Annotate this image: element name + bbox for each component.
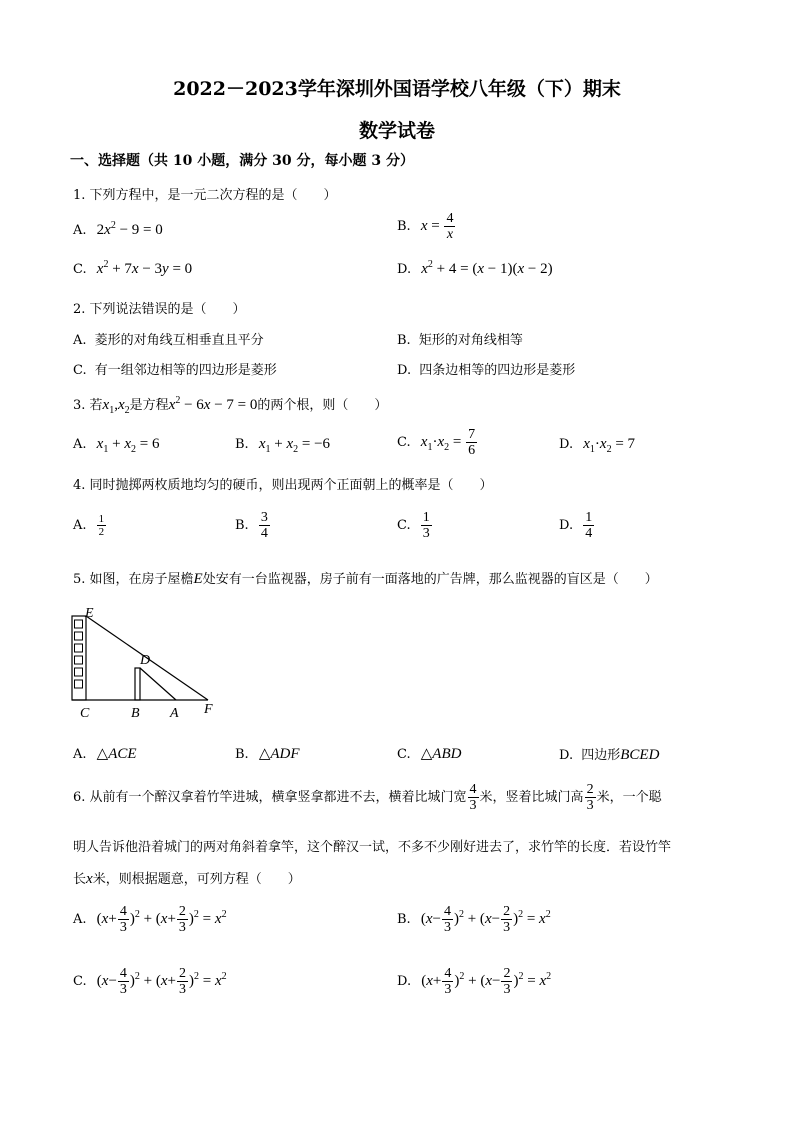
question-1-option-a[interactable]: A. $2x^2 - 9 = 0$: [73, 220, 163, 238]
question-6-option-c[interactable]: C. (x− $\frac{4}{3}$ )$^2$ + (x+ $\frac{2}{3}$ )$^2 = x^2$: [73, 966, 227, 997]
question-5-option-a[interactable]: A. △ACE: [73, 746, 137, 762]
label-b: B: [131, 706, 140, 721]
house-windows: [75, 620, 83, 688]
question-6-option-b[interactable]: B. (x− $\frac{4}{3}$ )$^2$ + (x− $\frac{2}{3}$ )$^2 = x^2$: [397, 904, 551, 935]
line-da: [140, 668, 176, 700]
question-4-option-c[interactable]: C. $\frac{1}{3}$: [397, 510, 430, 541]
question-3-option-a[interactable]: A. $x_1 + x_2 = 6$: [73, 436, 160, 455]
question-3-stem: 3. 若$x_1,x_2$是方程$x^2 - 6x - 7 = 0$的两个根，则（ ）: [73, 395, 388, 416]
question-6-line-1: 6. 从前有一个醉汉拿着竹竿进城，横拿竖拿都进不去，横着比城门宽 $\frac{4}{3}$ 米，竖着比城门高 $\frac{2}{3}$ 米，一个聪: [73, 782, 662, 813]
section-heading: 一、选择题（共 10 小题，满分 30 分，每小题 3 分）: [70, 153, 414, 169]
question-4-option-d[interactable]: D. $\frac{1}{4}$: [559, 510, 593, 541]
question-2-option-a[interactable]: A. 菱形的对角线互相垂直且平分: [73, 333, 264, 348]
question-3-option-b[interactable]: B. $x_1 + x_2 = -6$: [235, 436, 331, 455]
question-4-option-b[interactable]: B. $\frac{3}{4}$: [235, 510, 268, 541]
question-4-option-a[interactable]: A. $\frac{1}{2}$: [73, 513, 105, 538]
exam-subtitle: 数学试卷: [358, 120, 435, 142]
question-2-stem: 2. 下列说法错误的是（ ）: [73, 302, 246, 317]
question-6-option-a[interactable]: A. (x+ $\frac{4}{3}$ )$^2$ + (x+ $\frac{2}{3}$ )$^2 = x^2$: [73, 904, 227, 935]
question-5-option-b[interactable]: B. △ADF: [235, 746, 300, 762]
label-f: F: [204, 702, 213, 717]
question-5-option-d[interactable]: D. 四边形BCED: [559, 747, 660, 763]
label-e: E: [85, 606, 94, 621]
question-2-option-b[interactable]: B. 矩形的对角线相等: [397, 333, 523, 348]
billboard: [135, 668, 140, 700]
question-4-stem: 4. 同时抛掷两枚质地均匀的硬币，则出现两个正面朝上的概率是（ ）: [73, 478, 493, 493]
exam-title: 2022－2023学年深圳外国语学校八年级（下）期末: [173, 78, 621, 100]
question-1-option-d[interactable]: D. $x^2 + 4 = (x - 1)(x - 2)$: [397, 259, 553, 277]
question-1-option-c[interactable]: C. $x^2 + 7x - 3y = 0$: [73, 259, 193, 277]
question-5-stem: 5. 如图，在房子屋檐E处安有一台监视器，房子前有一面落地的广告牌，那么监视器的盲区是（ ）: [73, 571, 658, 587]
question-6-line-3: 长x米，则根据题意，可列方程（ ）: [73, 871, 301, 887]
question-5-option-c[interactable]: C. △ABD: [397, 746, 462, 762]
label-a: A: [170, 706, 179, 721]
question-3-option-d[interactable]: D. $x_1\cdot x_2 = 7$: [559, 436, 636, 455]
question-5-figure: [68, 604, 228, 722]
question-2-option-d[interactable]: D. 四条边相等的四边形是菱形: [397, 363, 576, 378]
question-6-option-d[interactable]: D. (x+ $\frac{4}{3}$ )$^2$ + (x− $\frac{2}{3}$ )$^2 = x^2$: [397, 966, 552, 997]
question-6-line-2: 明人告诉他沿着城门的两对角斜着拿竿，这个醉汉一试，不多不少刚好进去了，求竹竿的长度．若设竹竿: [73, 840, 672, 855]
label-c: C: [80, 706, 90, 721]
question-1-stem: 1. 下列方程中，是一元二次方程的是（ ）: [73, 188, 337, 203]
question-2-option-c[interactable]: C. 有一组邻边相等的四边形是菱形: [73, 363, 277, 378]
question-1-option-b[interactable]: B. x = $\frac{4}{x}$: [397, 211, 454, 242]
label-d: D: [140, 653, 151, 668]
question-3-option-c[interactable]: C. $x_1\cdot x_2$ = $\frac{7}{6}$: [397, 427, 476, 458]
